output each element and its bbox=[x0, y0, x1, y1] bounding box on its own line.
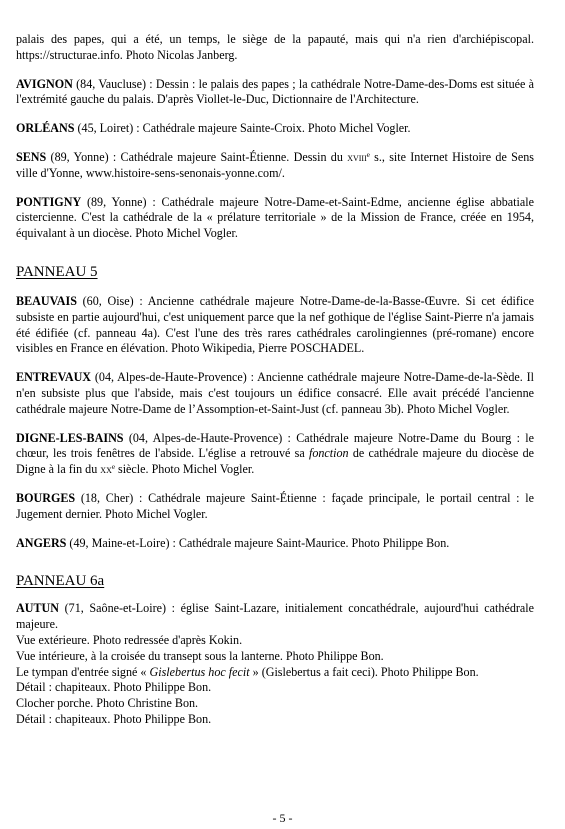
line-text: » (Gislebertus a fait ceci). Photo Philippe Bon. bbox=[249, 664, 479, 679]
autun-line: Détail : chapiteaux. Photo Philippe Bon. bbox=[16, 711, 212, 726]
entry-orleans bbox=[16, 121, 534, 137]
italic-word: fonction bbox=[308, 446, 349, 461]
section-heading-panneau-5: PANNEAU 5 bbox=[16, 263, 98, 280]
entry-sens bbox=[16, 150, 534, 182]
entry-text: (84, Vaucluse) : Dessin : le palais des papes ; la cathédrale Notre-Dame-des-Doms est située à l'extrémité gauche du palais. D'après Viollet-le-Duc, Dictionnaire de l'Architecture. bbox=[16, 76, 534, 107]
autun-line: Vue intérieure, à la croisée du transept sous la lanterne. Photo Philippe Bon. bbox=[16, 648, 384, 663]
entry-text: (89, Yonne) : Cathédrale majeure Notre-Dame-et-Saint-Edme, ancienne église abbatiale cistercienne. C'est la cathédrale de la « prélature territoriale » de la Mission de France, créée en 1954, équivalant à un diocèse. Photo Michel Vogler. bbox=[16, 194, 534, 241]
entry-text: (49, Maine-et-Loire) : Cathédrale majeure Saint-Maurice. Photo Philippe Bon. bbox=[66, 535, 450, 550]
entry-bourges bbox=[16, 491, 534, 523]
entry-pontigny bbox=[16, 195, 534, 242]
entry-name: BEAUVAIS bbox=[16, 293, 77, 308]
entry-beauvais bbox=[16, 294, 534, 357]
entry-name: AUTUN bbox=[16, 601, 60, 616]
entry-angers bbox=[16, 536, 534, 552]
entry-name: PONTIGNY bbox=[16, 194, 82, 209]
page-number: - 5 - bbox=[272, 811, 293, 825]
entry-name: ENTREVAUX bbox=[16, 370, 92, 385]
entry-name: ANGERS bbox=[16, 535, 67, 550]
entry-text: s., site Internet Histoire de Sens ville d'Yonne, www.histoire-sens-senonais-yonne.com/. bbox=[16, 149, 534, 180]
entry-text: (04, Alpes-de-Haute-Provence) : Ancienne cathédrale majeure Notre-Dame-de-la-Sède. Il n'en subsiste plus que l'abside, mais c'est toujours un édifice consacré. Elle avait précédé l'ancienne cathédrale majeure Notre-Dame de l’Assomption-et-Saint-Just (cf. panneau 3b). Photo Michel Vogler. bbox=[16, 370, 534, 416]
entry-name: SENS bbox=[16, 149, 47, 164]
line-text: Le tympan d'entrée signé « bbox=[16, 664, 150, 679]
century-superscript: e bbox=[111, 463, 115, 472]
autun-intro bbox=[16, 601, 534, 633]
entry-text: de cathédrale majeure du diocèse de Digne à la fin du bbox=[16, 446, 534, 477]
century-superscript: e bbox=[366, 150, 370, 159]
entry-text: (89, Yonne) : Cathédrale majeure Saint-Étienne. Dessin du bbox=[46, 149, 348, 164]
autun-line: Clocher porche. Photo Christine Bon. bbox=[16, 696, 199, 711]
entry-digne-les-bains bbox=[16, 431, 534, 478]
entry-text: (18, Cher) : Cathédrale majeure Saint-Étienne : façade principale, le portail central : le Jugement dernier. Photo Michel Vogler. bbox=[16, 490, 534, 521]
paragraph-text: palais des papes, qui a été, un temps, le siège de la papauté, mais qui n'a rien d'archiépiscopal. https://structurae.info. Photo Nicolas Janberg. bbox=[16, 32, 534, 62]
paragraph-structurae bbox=[16, 32, 534, 64]
document-page bbox=[16, 32, 534, 728]
autun-line: Vue extérieure. Photo redressée d'après Kokin. bbox=[16, 632, 243, 647]
entry-name: ORLÉANS bbox=[16, 121, 75, 136]
entry-name: DIGNE-LES-BAINS bbox=[16, 430, 124, 445]
entry-entrevaux bbox=[16, 370, 534, 417]
entry-text: (60, Oise) : Ancienne cathédrale majeure Notre-Dame-de-la-Basse-Œuvre. Si cet édifice subsiste en partie aujourd'hui, c'est uniquement parce que la nef gothique de l'église Saint-Pierre n'a jamais été édifiée (cf. panneau 4a). C'est l'une des très rares cathédrales carolingiennes (pré-romane) encore visibles en France en élévation. Photo Wikipedia, Pierre POSCHADEL. bbox=[16, 293, 534, 356]
entry-autun bbox=[16, 601, 534, 727]
autun-line bbox=[16, 665, 534, 681]
entry-name: AVIGNON bbox=[16, 76, 73, 91]
entry-text: siècle. Photo Michel Vogler. bbox=[114, 462, 255, 477]
entry-name: BOURGES bbox=[16, 490, 76, 505]
section-heading-panneau-6a: PANNEAU 6a bbox=[16, 573, 105, 590]
entry-text: (45, Loiret) : Cathédrale majeure Sainte-Croix. Photo Michel Vogler. bbox=[74, 121, 411, 136]
entry-text: (71, Saône-et-Loire) : église Saint-Lazare, initialement concathédrale, aujourd'hui cathédrale majeure. bbox=[16, 601, 534, 632]
entry-text: (04, Alpes-de-Haute-Provence) : Cathédrale majeure Notre-Dame du Bourg : le chœur, les trois fenêtres de l'abside. L'église a retrouvé sa bbox=[16, 430, 534, 461]
century-numeral: xviii bbox=[347, 149, 367, 164]
italic-inscription: Gislebertus hoc fecit bbox=[149, 664, 250, 679]
entry-avignon bbox=[16, 77, 534, 109]
autun-line: Détail : chapiteaux. Photo Philippe Bon. bbox=[16, 680, 212, 695]
century-numeral: xx bbox=[100, 462, 112, 477]
